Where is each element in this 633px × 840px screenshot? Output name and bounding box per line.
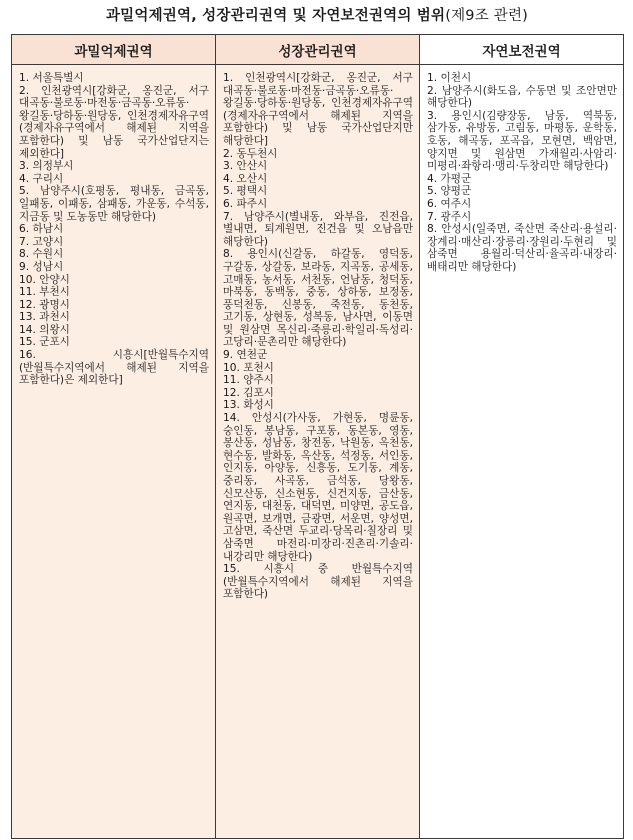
title-main: 과밀억제권역, 성장관리권역 및 자연보전권역의 범위 [105, 8, 446, 24]
list-item: 7. 광주시 [427, 210, 472, 223]
list-item: 13. 화성시 [223, 399, 274, 412]
region-table [11, 34, 624, 839]
overcrowding-list [19, 72, 209, 387]
list-item: 11. 부천시 [19, 286, 70, 299]
title-sub: (제9조 관련) [445, 8, 529, 24]
column-growth-management [216, 65, 420, 839]
list-item: 6. 파주시 [223, 197, 268, 210]
table-header-row [12, 35, 624, 65]
list-item: 10. 포천시 [223, 361, 274, 374]
header-nature-conservation: 자연보전권역 [420, 35, 624, 65]
header-overcrowding: 과밀억제권역 [12, 35, 216, 65]
list-item: 8. 용인시(신갈동, 하갈동, 영덕동, 구갈동, 상갈동, 보라동, 지곡동, 공세동, 고매동, 농서동, 서천동, 언남동, 청덕동, 마북동, 동백동, 중동, 상하동, 보정동, 풍덕천동, 신봉동, 죽전동, 동천동, 고기동, 상현동, 성복동, 남사면, 이동면 및 원삼면 목신리·죽릉리·학일리·독성리·고당리·문촌리만 해당한다) [223, 248, 413, 349]
list-item: 3. 안산시 [223, 160, 268, 173]
list-item: 8. 안성시(일죽면, 죽산면 죽산리·용설리·장계리·매산리·장릉리·장원리·두현리 및 삼죽면 용월리·덕산리·율곡리·내장리·배태리만 해당한다) [427, 223, 617, 273]
list-item: 5. 남양주시(호평동, 평내동, 금곡동, 일패동, 이패동, 삼패동, 가운동, 수석동, 지금동 및 도농동만 해당한다) [19, 185, 209, 223]
list-item: 5. 양평군 [427, 185, 472, 198]
list-item: 3. 의정부시 [19, 160, 74, 173]
list-item: 9. 연천군 [223, 349, 268, 362]
growth-management-list [223, 72, 413, 601]
list-item: 6. 여주시 [427, 197, 472, 210]
list-item: 1. 이천시 [427, 72, 472, 84]
list-item: 2. 동두천시 [223, 147, 278, 160]
list-item: 11. 양주시 [223, 374, 274, 387]
list-item: 16. 시흥시[반월특수지역(반월특수지역에서 해제된 지역을 포함한다)은 제외한다] [19, 349, 209, 387]
list-item: 4. 구리시 [19, 172, 64, 185]
list-item: 15. 군포시 [19, 336, 70, 349]
header-growth-management: 성장관리권역 [216, 35, 420, 65]
list-item: 12. 김포시 [223, 386, 274, 399]
list-item: 3. 용인시(김량장동, 남동, 역북동, 삼가동, 유방동, 고림동, 마평동, 운학동, 호동, 해곡동, 포곡읍, 모현면, 백암면, 양지면 및 원삼면 가재월리·사암리·미평리·좌항리·맹리·두창리만 해당한다) [427, 109, 617, 173]
list-item: 2. 인천광역시[강화군, 옹진군, 서구 대곡동·불로동·마전동·금곡동·오류동·왕길동·당하동·원당동, 인천경제자유구역(경제자유구역에서 해제된 지역을 포함한다) 및 남동 국가산업단지는 제외한다] [19, 84, 209, 160]
list-item: 6. 하남시 [19, 223, 64, 236]
list-item: 13. 과천시 [19, 311, 70, 324]
list-item: 7. 남양주시(별내동, 와부읍, 진전읍, 별내면, 퇴계원면, 진건읍 및 오남읍만 해당한다) [223, 210, 413, 248]
document-title [11, 6, 623, 28]
list-item: 8. 수원시 [19, 248, 64, 261]
list-item: 1. 인천광역시[강화군, 옹진군, 서구 대곡동·불로동·마전동·금곡동·오류동·왕길동·당하동·원당동, 인천경제자유구역(경제자유구역에서 해제된 지역을 포함한다) 및 남동 국가산업단지만 해당한다] [223, 72, 413, 147]
list-item: 12. 광명시 [19, 298, 70, 311]
list-item: 15. 시흥시 중 반월특수지역(반월특수지역에서 해제된 지역을 포함한다) [223, 563, 413, 601]
list-item: 4. 오산시 [223, 172, 268, 185]
list-item: 14. 의왕시 [19, 323, 70, 336]
list-item: 10. 안양시 [19, 273, 70, 286]
nature-conservation-list [427, 72, 617, 274]
column-nature-conservation [420, 65, 624, 839]
table-body-row [12, 65, 624, 839]
list-item: 7. 고양시 [19, 235, 64, 248]
list-item: 1. 서울특별시 [19, 72, 84, 84]
list-item: 4. 가평군 [427, 172, 472, 185]
column-overcrowding [12, 65, 216, 839]
list-item: 9. 성남시 [19, 260, 64, 273]
list-item: 14. 안성시(가사동, 가현동, 명륜동, 숭인동, 봉남동, 구포동, 동본동, 영동, 봉산동, 성남동, 창전동, 낙원동, 옥천동, 현수동, 발화동, 옥산동, 석정동, 서인동, 인지동, 아양동, 신흥동, 도기동, 계동, 중리동, 사곡동, 금석동, 당왕동, 신모산동, 신소현동, 신건지동, 금산동, 연지동, 대천동, 대덕면, 미양면, 공도읍, 원곡면, 보개면, 금광면, 서운면, 양성면, 고삼면, 죽산면 두교리·당목리·칠장리 및 삼죽면 마전리·미장리·진촌리·기솔리·내강리만 해당한다) [223, 412, 413, 563]
list-item: 2. 남양주시(화도읍, 수동면 및 조안면만 해당한다) [427, 84, 617, 110]
list-item: 5. 평택시 [223, 185, 268, 198]
